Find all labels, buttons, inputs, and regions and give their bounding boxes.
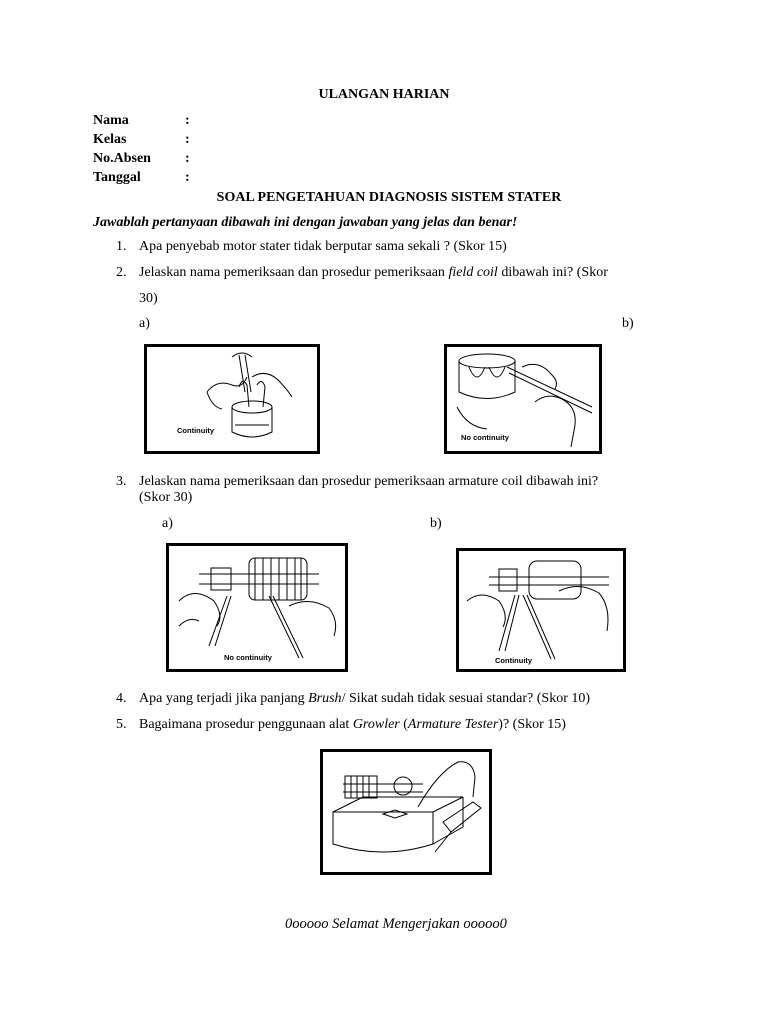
caption-continuity: Continuity: [177, 426, 215, 435]
question-number: 2.: [116, 265, 127, 280]
growler-illustration: [323, 752, 489, 872]
exam-subtitle: SOAL PENGETAHUAN DIAGNOSIS SISTEM STATER: [216, 190, 562, 205]
q2-text-before: Jelaskan nama pemeriksaan dan prosedur pemeriksaan: [139, 265, 449, 280]
closing-message: 0ooooo Selamat Mengerjakan ooooo0: [285, 916, 507, 932]
q2-sub-a: a): [139, 316, 150, 331]
question-number: 1.: [116, 239, 127, 254]
q5-text-before: Bagaimana prosedur penggunaan alat: [139, 717, 353, 732]
field-label-kelas: Kelas: [93, 132, 127, 147]
question-3-text-line2: (Skor 30): [139, 490, 193, 505]
q4-text-before: Apa yang terjadi jika panjang: [139, 691, 309, 706]
caption-no-continuity: No continuity: [224, 653, 272, 662]
field-label-nama: Nama: [93, 113, 129, 128]
instruction-text: Jawablah pertanyaan dibawah ini dengan jawaban yang jelas dan benar!: [93, 215, 518, 230]
question-2-text: [139, 265, 608, 281]
field-coil-no-continuity-illustration: [447, 347, 599, 451]
field-colon: :: [185, 132, 190, 147]
q4-text-after: / Sikat sudah tidak sesuai standar? (Skor 10): [341, 691, 591, 706]
question-1-text: Apa penyebab motor stater tidak berputar sama sekali ? (Skor 15): [139, 239, 507, 254]
field-colon: :: [185, 151, 190, 166]
figure-armature-no-continuity: [166, 543, 348, 672]
figure-growler: [320, 749, 492, 875]
caption-no-continuity: No continuity: [461, 433, 509, 442]
field-colon: :: [185, 170, 190, 185]
figure-field-coil-no-continuity: [444, 344, 602, 454]
question-4-text: [139, 691, 590, 707]
question-number: 5.: [116, 717, 127, 732]
q5-text-mid: (: [399, 717, 408, 732]
figure-armature-continuity: [456, 548, 626, 672]
q5-term-growler: Growler: [352, 717, 400, 732]
figure-field-coil-continuity: [144, 344, 320, 454]
question-2-text-cont: 30): [139, 291, 158, 306]
armature-continuity-illustration: [459, 551, 623, 669]
q2-term-field-coil: field coil: [448, 265, 498, 280]
field-label-tanggal: Tanggal: [93, 170, 141, 185]
question-5-text: [139, 717, 566, 733]
question-number: 3.: [116, 474, 127, 489]
field-colon: :: [185, 113, 190, 128]
q2-sub-b: b): [622, 316, 634, 331]
question-number: 4.: [116, 691, 127, 706]
q5-text-after: )? (Skor 15): [498, 717, 566, 732]
armature-no-continuity-illustration: [169, 546, 345, 669]
field-label-no-absen: No.Absen: [93, 151, 151, 166]
question-3-text-line1: Jelaskan nama pemeriksaan dan prosedur pemeriksaan armature coil dibawah ini?: [139, 474, 599, 489]
q2-text-after: dibawah ini? (Skor: [497, 265, 608, 280]
caption-continuity: Continuity: [495, 656, 533, 665]
q4-term-brush: Brush: [308, 691, 342, 706]
field-coil-continuity-illustration: [147, 347, 317, 451]
q3-sub-b: b): [430, 516, 442, 531]
page-title: ULANGAN HARIAN: [318, 87, 450, 102]
q3-sub-a: a): [162, 516, 173, 531]
q5-term-armature-tester: Armature Tester: [407, 717, 499, 732]
